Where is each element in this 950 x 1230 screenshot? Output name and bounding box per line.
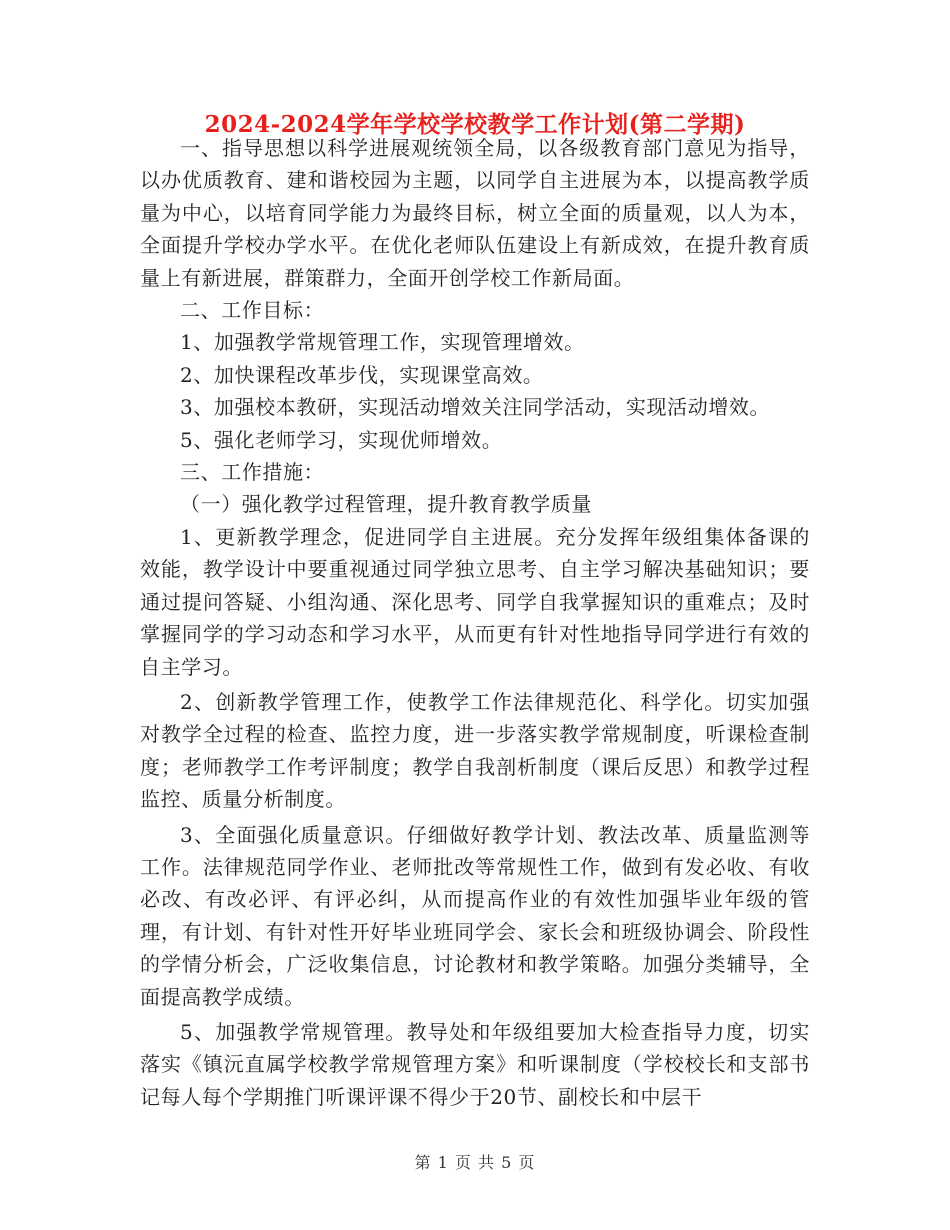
goal-item: 1、加强教学常规管理工作，实现管理增效。 [180, 330, 585, 355]
page-number-footer: 第 1 页 共 5 页 [414, 1153, 536, 1172]
measure-paragraph: 1、更新教学理念，促进同学自主进展。充分发挥年级组集体备课的效能，教学设计中要重视通过同学独立思考、自主学习解决基础知识；要通过提问答疑、小组沟通、深化思考、同学自我掌握知识的重难点；及时掌握同学的学习动态和学习水平，从而更有针对性地指导同学进行有效的自主学习。 [140, 524, 810, 679]
measure-paragraph: 3、全面强化质量意识。仔细做好教学计划、教法改革、质量监测等工作。法律规范同学作业、老师批改等常规性工作，做到有发必收、有收必改、有改必评、有评必纠，从而提高作业的有效性加强毕业年级的管理，有计划、有针对性开好毕业班同学会、家长会和班级协调会、阶段性的学情分析会，广泛收集信息，讨论教材和教学策略。加强分类辅导，全面提高教学成绩。 [140, 822, 810, 1009]
goal-item: 2、加快课程改革步伐，实现课堂高效。 [180, 362, 544, 387]
measure-paragraph: 2、创新教学管理工作，使教学工作法律规范化、科学化。切实加强对教学全过程的检查、监控力度，进一步落实教学常规制度，听课检查制度；老师教学工作考评制度；教学自我剖析制度（课后反思）和教学过程监控、质量分析制度。 [140, 689, 810, 812]
heading-work-measures: 三、工作措施： [180, 460, 325, 485]
paragraph-guiding-ideology: 一、指导思想以科学进展观统领全局，以各级教育部门意见为指导，以办优质教育、建和谐校园为主题，以同学自主进展为本，以提高教学质量为中心，以培育同学能力为最终目标，树立全面的质量观，以人为本，全面提升学校办学水平。在优化老师队伍建设上有新成效，在提升教育质量上有新进展，群策群力，全面开创学校工作新局面。 [140, 136, 810, 290]
subheading-process-management: （一）强化教学过程管理，提升教育教学质量 [180, 492, 592, 517]
measure-paragraph: 5、加强教学常规管理。教导处和年级组要加大检查指导力度，切实落实《镇沅直属学校教学常规管理方案》和听课制度（学校校长和支部书记每人每个学期推门听课评课不得少于20节、副校长和中层干 [140, 1019, 810, 1109]
goal-item: 5、强化老师学习，实现优师增效。 [180, 427, 503, 452]
goal-item: 3、加强校本教研，实现活动增效关注同学活动，实现活动增效。 [180, 395, 771, 420]
heading-work-goals: 二、工作目标： [180, 298, 325, 323]
document-title: 2024-2024学年学校学校教学工作计划(第二学期) [204, 111, 746, 138]
document-body [140, 132, 810, 1113]
